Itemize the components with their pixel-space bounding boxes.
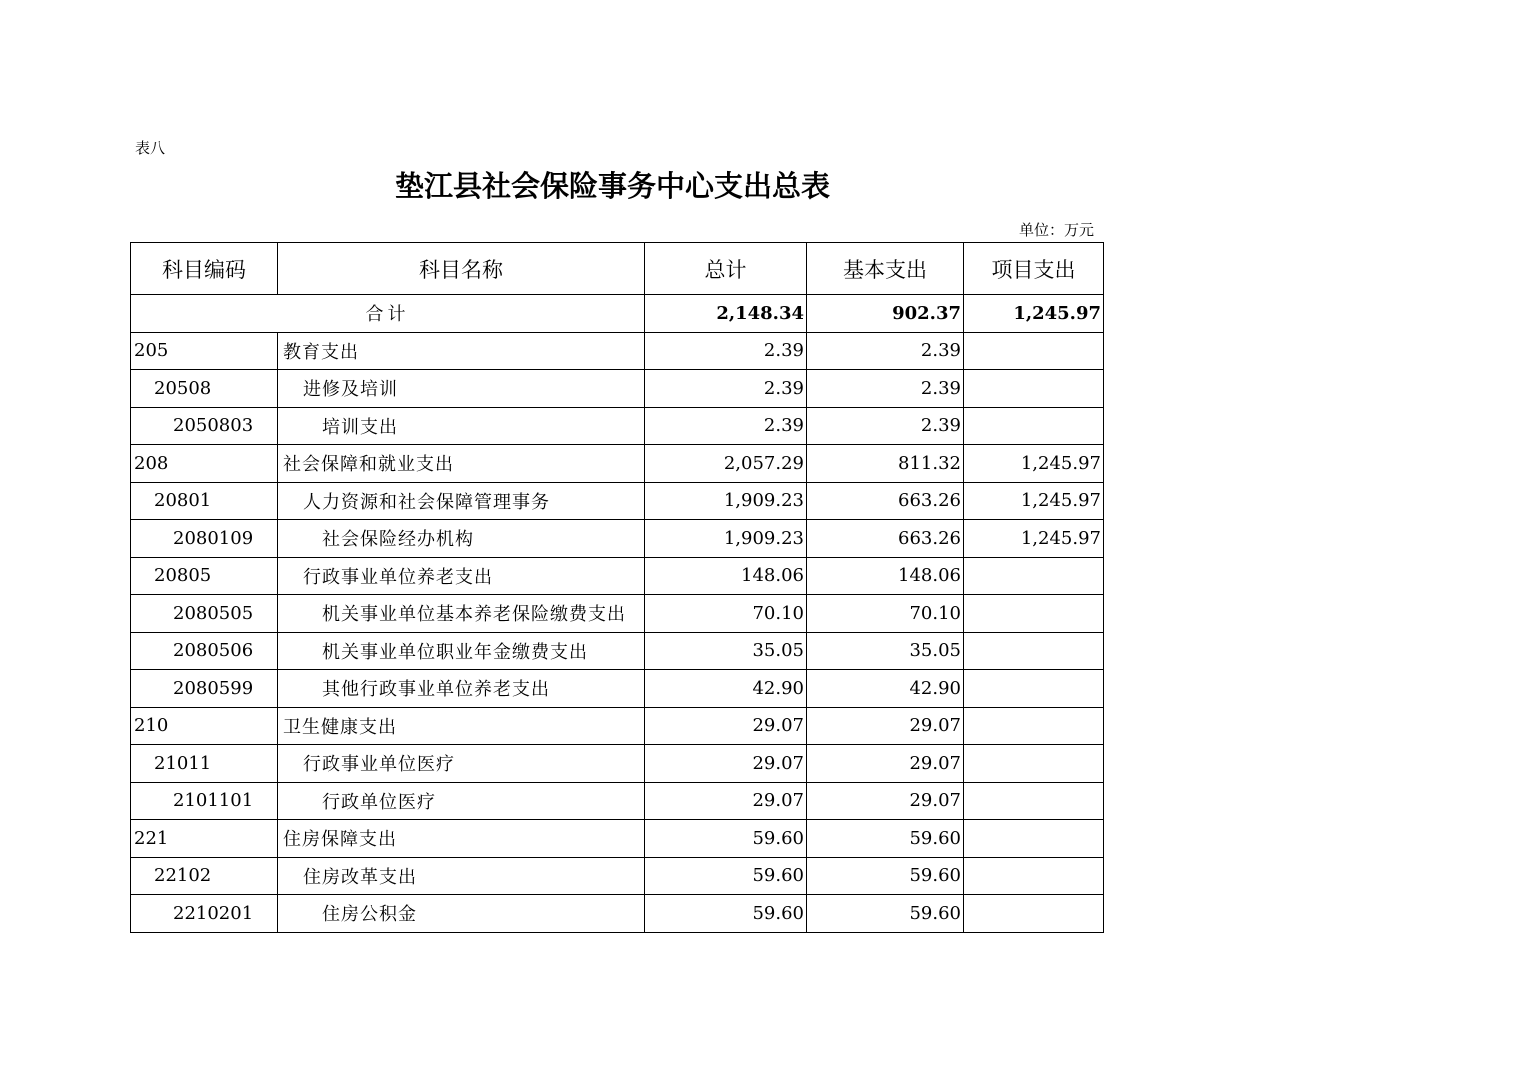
table-row	[131, 595, 1104, 633]
row-total: 59.60	[645, 820, 807, 858]
row-project: 1,245.97	[964, 482, 1104, 520]
row-project: 1,245.97	[964, 445, 1104, 483]
total-basic: 902.37	[807, 295, 964, 333]
total-total: 2,148.34	[645, 295, 807, 333]
row-basic: 70.10	[807, 595, 964, 633]
row-total: 29.07	[645, 707, 807, 745]
row-basic: 35.05	[807, 632, 964, 670]
row-name: 卫生健康支出	[278, 707, 645, 745]
table-row	[131, 895, 1104, 933]
row-basic: 42.90	[807, 670, 964, 708]
row-total: 2.39	[645, 332, 807, 370]
row-project	[964, 820, 1104, 858]
table-row	[131, 445, 1104, 483]
row-basic: 59.60	[807, 857, 964, 895]
row-total: 59.60	[645, 857, 807, 895]
row-project	[964, 745, 1104, 783]
table-row	[131, 332, 1104, 370]
row-code: 2101101	[131, 782, 278, 820]
row-project	[964, 895, 1104, 933]
expenditure-table	[130, 242, 1104, 933]
header-code: 科目编码	[131, 243, 278, 295]
row-basic: 811.32	[807, 445, 964, 483]
document-title: 垫江县社会保险事务中心支出总表	[395, 169, 831, 203]
row-project	[964, 670, 1104, 708]
row-basic: 29.07	[807, 707, 964, 745]
header-row	[131, 243, 1104, 295]
table-row	[131, 857, 1104, 895]
header-name: 科目名称	[278, 243, 645, 295]
row-basic: 2.39	[807, 332, 964, 370]
row-name: 人力资源和社会保障管理事务	[278, 482, 645, 520]
row-project	[964, 557, 1104, 595]
row-total: 29.07	[645, 782, 807, 820]
row-name: 行政事业单位医疗	[278, 745, 645, 783]
row-name: 社会保障和就业支出	[278, 445, 645, 483]
row-code: 2080506	[131, 632, 278, 670]
row-total: 70.10	[645, 595, 807, 633]
row-basic: 663.26	[807, 520, 964, 558]
table-row	[131, 482, 1104, 520]
table-row	[131, 782, 1104, 820]
row-code: 2080505	[131, 595, 278, 633]
row-code: 2210201	[131, 895, 278, 933]
row-name: 进修及培训	[278, 370, 645, 408]
header-total: 总计	[645, 243, 807, 295]
row-name: 住房公积金	[278, 895, 645, 933]
table-row	[131, 745, 1104, 783]
row-basic: 663.26	[807, 482, 964, 520]
row-total: 148.06	[645, 557, 807, 595]
row-total: 1,909.23	[645, 482, 807, 520]
row-code: 2050803	[131, 407, 278, 445]
row-basic: 2.39	[807, 370, 964, 408]
row-code: 210	[131, 707, 278, 745]
row-total: 1,909.23	[645, 520, 807, 558]
row-project	[964, 595, 1104, 633]
total-row	[131, 295, 1104, 333]
row-code: 22102	[131, 857, 278, 895]
row-code: 20805	[131, 557, 278, 595]
row-name: 其他行政事业单位养老支出	[278, 670, 645, 708]
row-code: 21011	[131, 745, 278, 783]
table-label: 表八	[135, 139, 166, 157]
row-total: 29.07	[645, 745, 807, 783]
row-project: 1,245.97	[964, 520, 1104, 558]
row-basic: 29.07	[807, 745, 964, 783]
row-total: 2.39	[645, 407, 807, 445]
table-row	[131, 520, 1104, 558]
table-row	[131, 632, 1104, 670]
row-name: 机关事业单位基本养老保险缴费支出	[278, 595, 645, 633]
total-project: 1,245.97	[964, 295, 1104, 333]
table-row	[131, 557, 1104, 595]
header-basic: 基本支出	[807, 243, 964, 295]
row-basic: 2.39	[807, 407, 964, 445]
row-project	[964, 857, 1104, 895]
row-name: 培训支出	[278, 407, 645, 445]
row-basic: 148.06	[807, 557, 964, 595]
row-project	[964, 332, 1104, 370]
table-row	[131, 707, 1104, 745]
row-basic: 59.60	[807, 820, 964, 858]
table-row	[131, 407, 1104, 445]
unit-label: 单位：万元	[1019, 221, 1095, 239]
row-code: 208	[131, 445, 278, 483]
row-name: 社会保险经办机构	[278, 520, 645, 558]
row-name: 行政事业单位养老支出	[278, 557, 645, 595]
row-name: 教育支出	[278, 332, 645, 370]
table-row	[131, 820, 1104, 858]
row-project	[964, 407, 1104, 445]
table-row	[131, 670, 1104, 708]
row-project	[964, 707, 1104, 745]
row-code: 20508	[131, 370, 278, 408]
row-code: 221	[131, 820, 278, 858]
row-code: 2080599	[131, 670, 278, 708]
row-basic: 59.60	[807, 895, 964, 933]
total-label: 合计	[131, 295, 645, 333]
row-total: 2,057.29	[645, 445, 807, 483]
row-total: 2.39	[645, 370, 807, 408]
row-code: 20801	[131, 482, 278, 520]
row-name: 住房保障支出	[278, 820, 645, 858]
header-project: 项目支出	[964, 243, 1104, 295]
row-name: 行政单位医疗	[278, 782, 645, 820]
row-project	[964, 782, 1104, 820]
row-name: 机关事业单位职业年金缴费支出	[278, 632, 645, 670]
row-total: 35.05	[645, 632, 807, 670]
row-name: 住房改革支出	[278, 857, 645, 895]
table-row	[131, 370, 1104, 408]
row-total: 42.90	[645, 670, 807, 708]
row-code: 2080109	[131, 520, 278, 558]
row-total: 59.60	[645, 895, 807, 933]
row-basic: 29.07	[807, 782, 964, 820]
row-code: 205	[131, 332, 278, 370]
row-project	[964, 632, 1104, 670]
row-project	[964, 370, 1104, 408]
